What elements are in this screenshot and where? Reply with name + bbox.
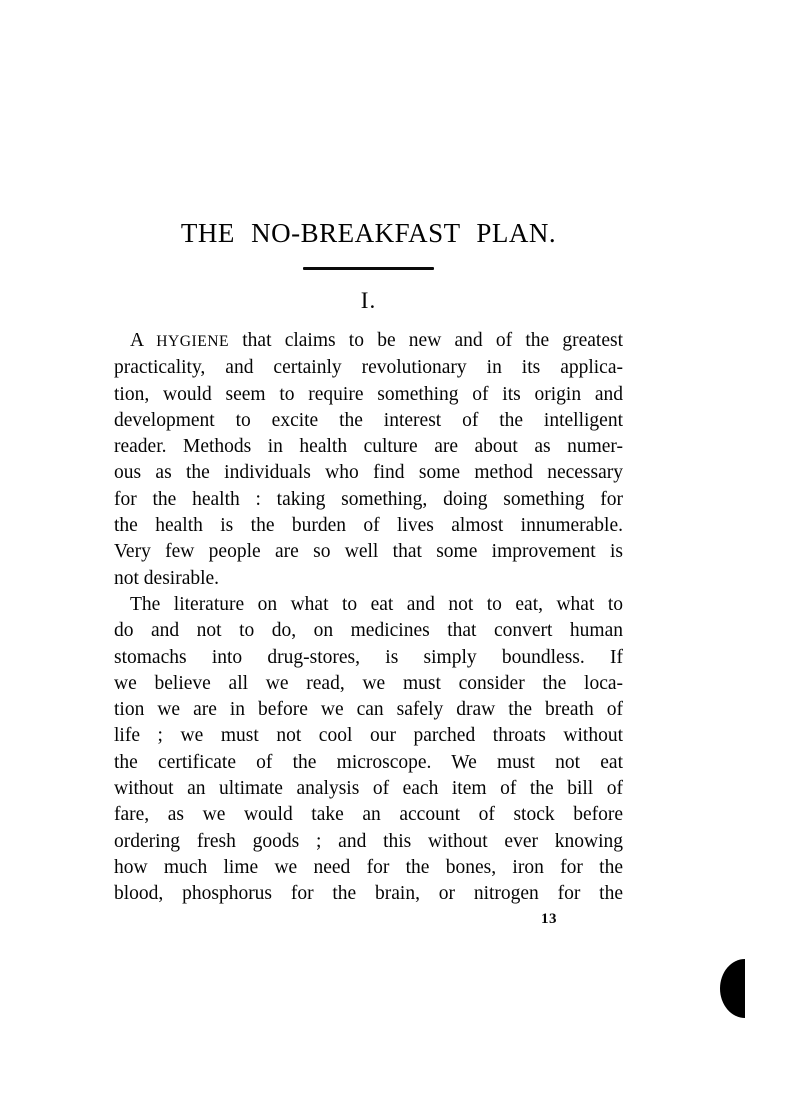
text-line: ous as the individuals who find some method necessary — [114, 462, 623, 484]
text-line: blood, phosphorus for the brain, or nitrogen for the — [114, 883, 623, 905]
text-line: tion we are in before we can safely draw the breath of — [114, 699, 623, 721]
text-line: do and not to do, on medicines that convert human — [114, 620, 623, 642]
body-text — [114, 328, 623, 908]
text-line: life ; we must not cool our parched throats without — [114, 725, 623, 747]
text-line: practicality, and certainly revolutionary in its applica- — [114, 357, 623, 379]
text-line: The literature on what to eat and not to eat, what to — [130, 593, 623, 615]
page-number: 13 — [541, 911, 557, 927]
paragraph — [114, 592, 623, 908]
page-content — [114, 218, 623, 908]
text-line: the certificate of the microscope. We must not eat — [114, 751, 623, 773]
text-line: stomachs into drug-stores, is simply boundless. If — [114, 646, 623, 668]
text-line: reader. Methods in health culture are about as numer- — [114, 436, 623, 458]
smallcaps-word: HYGIENE — [156, 333, 230, 350]
text-line: the health is the burden of lives almost innumerable. — [114, 515, 623, 537]
title-divider-rule — [303, 267, 434, 270]
section-numeral: I. — [360, 288, 377, 313]
text-line: ordering fresh goods ; and this without ever knowing — [114, 830, 623, 852]
text-line: fare, as we would take an account of stock before — [114, 804, 623, 826]
scan-artifact-blob — [720, 959, 745, 1018]
text-line: for the health : taking something, doing something for — [114, 488, 623, 510]
text-line: without an ultimate analysis of each item of the bill of — [114, 778, 623, 800]
text-line: development to excite the interest of the intelligent — [114, 409, 623, 431]
text-line: tion, would seem to require something of its origin and — [114, 383, 623, 405]
text-line: Very few people are so well that some improvement is — [114, 541, 623, 563]
text-line: not desirable. — [114, 567, 220, 589]
chapter-title: THE NO-BREAKFAST PLAN. — [180, 218, 557, 248]
text-line: A HYGIENE that claims to be new and of the greatest — [130, 330, 624, 351]
text-line: how much lime we need for the bones, iron for the — [114, 856, 623, 878]
paragraph — [114, 328, 623, 592]
text-line: we believe all we read, we must consider the loca- — [114, 672, 623, 694]
